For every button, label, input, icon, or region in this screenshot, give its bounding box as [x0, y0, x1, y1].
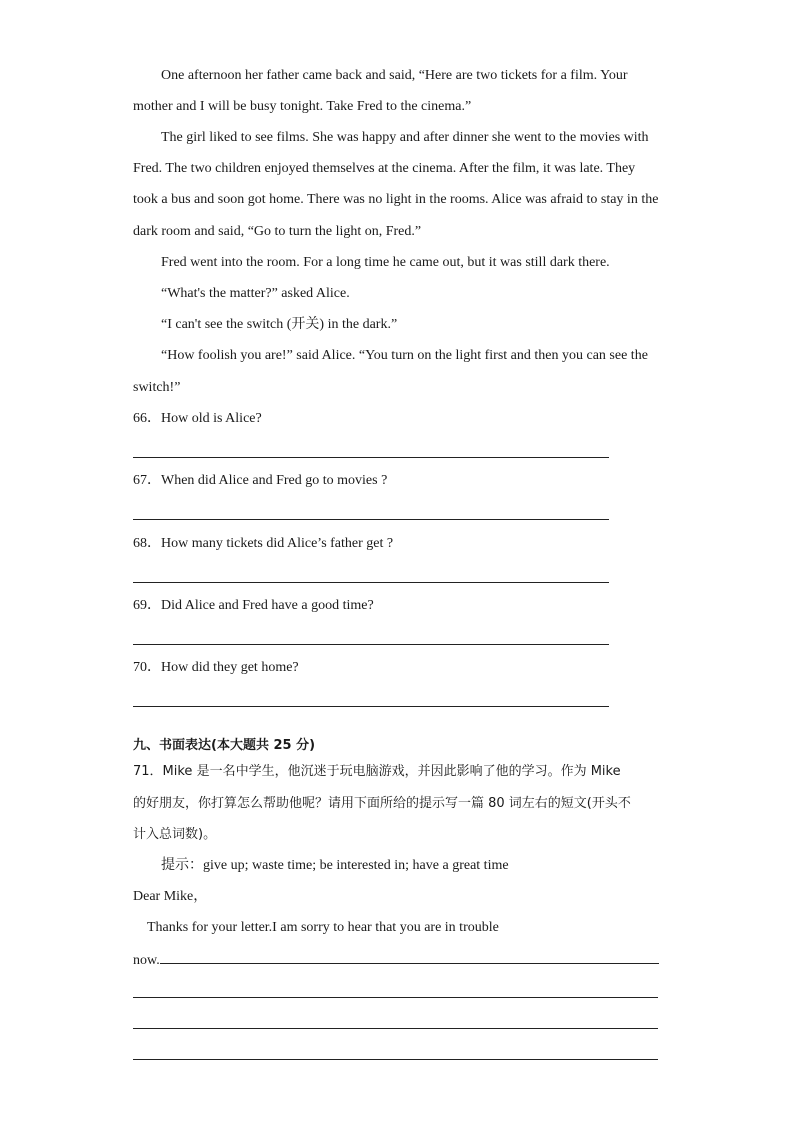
passage-line: The girl liked to see films. She was happy and after dinner she went to the movies with [161, 130, 649, 145]
question-69 [133, 597, 374, 615]
passage-line: mother and I will be busy tonight. Take Fred to the cinema.” [133, 99, 472, 114]
letter-opening-continued [133, 951, 659, 970]
letter-opening: Thanks for your letter.I am sorry to hear that you are in trouble [147, 920, 499, 935]
letter-salutation: Dear Mike， [133, 889, 208, 904]
writing-prompt-line: 计入总词数)。 [133, 827, 217, 842]
answer-line-66[interactable] [133, 457, 609, 458]
section-title: 九、书面表达(本大题共 25 分) [133, 738, 316, 753]
question-67 [133, 472, 387, 490]
writing-prompt-line: 71．Mike 是一名中学生，他沉迷于玩电脑游戏，并因此影响了他的学习。作为 Mike [133, 764, 621, 779]
passage-line: Fred went into the room. For a long time he came out, but it was still dark there. [161, 255, 610, 270]
passage-line: “I can't see the switch (开关) in the dark.” [161, 317, 398, 332]
question-68 [133, 535, 393, 553]
question-number: 68． [133, 536, 161, 551]
question-text: When did Alice and Fred go to movies ? [161, 473, 388, 488]
question-text: Did Alice and Fred have a good time? [161, 598, 374, 613]
question-70 [133, 659, 299, 677]
answer-line-69[interactable] [133, 644, 609, 645]
question-text: How many tickets did Alice’s father get ? [161, 536, 394, 551]
question-number: 66． [133, 411, 161, 426]
answer-line-70[interactable] [133, 706, 609, 707]
writing-prompt-line: 的好朋友，你打算怎么帮助他呢？请用下面所给的提示写一篇 80 词左右的短文(开头不 [133, 796, 631, 811]
question-text: How did they get home? [161, 660, 299, 675]
passage-line: took a bus and soon got home. There was no light in the rooms. Alice was afraid to stay in the [133, 192, 659, 207]
writing-answer-line[interactable] [133, 1028, 658, 1029]
writing-answer-line[interactable] [133, 997, 658, 998]
letter-opening-end: now. [133, 953, 160, 968]
question-text: How old is Alice? [161, 411, 262, 426]
question-number: 69． [133, 598, 161, 613]
passage-line: switch!” [133, 380, 181, 395]
passage-line: One afternoon her father came back and said, “Here are two tickets for a film. Your [161, 68, 628, 83]
writing-hint: 提示：give up; waste time; be interested in; have a great time [161, 858, 509, 873]
passage-line: Fred. The two children enjoyed themselves at the cinema. After the film, it was late. They [133, 161, 636, 176]
question-66 [133, 410, 262, 428]
writing-answer-line[interactable] [133, 1059, 658, 1060]
passage-line: “How foolish you are!” said Alice. “You turn on the light first and then you can see the [161, 348, 648, 363]
passage-line: “What's the matter?” asked Alice. [161, 286, 350, 301]
answer-line-68[interactable] [133, 582, 609, 583]
question-number: 67． [133, 473, 161, 488]
question-number: 70． [133, 660, 161, 675]
passage-line: dark room and said, “Go to turn the light on, Fred.” [133, 224, 422, 239]
writing-answer-line[interactable] [160, 951, 659, 964]
answer-line-67[interactable] [133, 519, 609, 520]
